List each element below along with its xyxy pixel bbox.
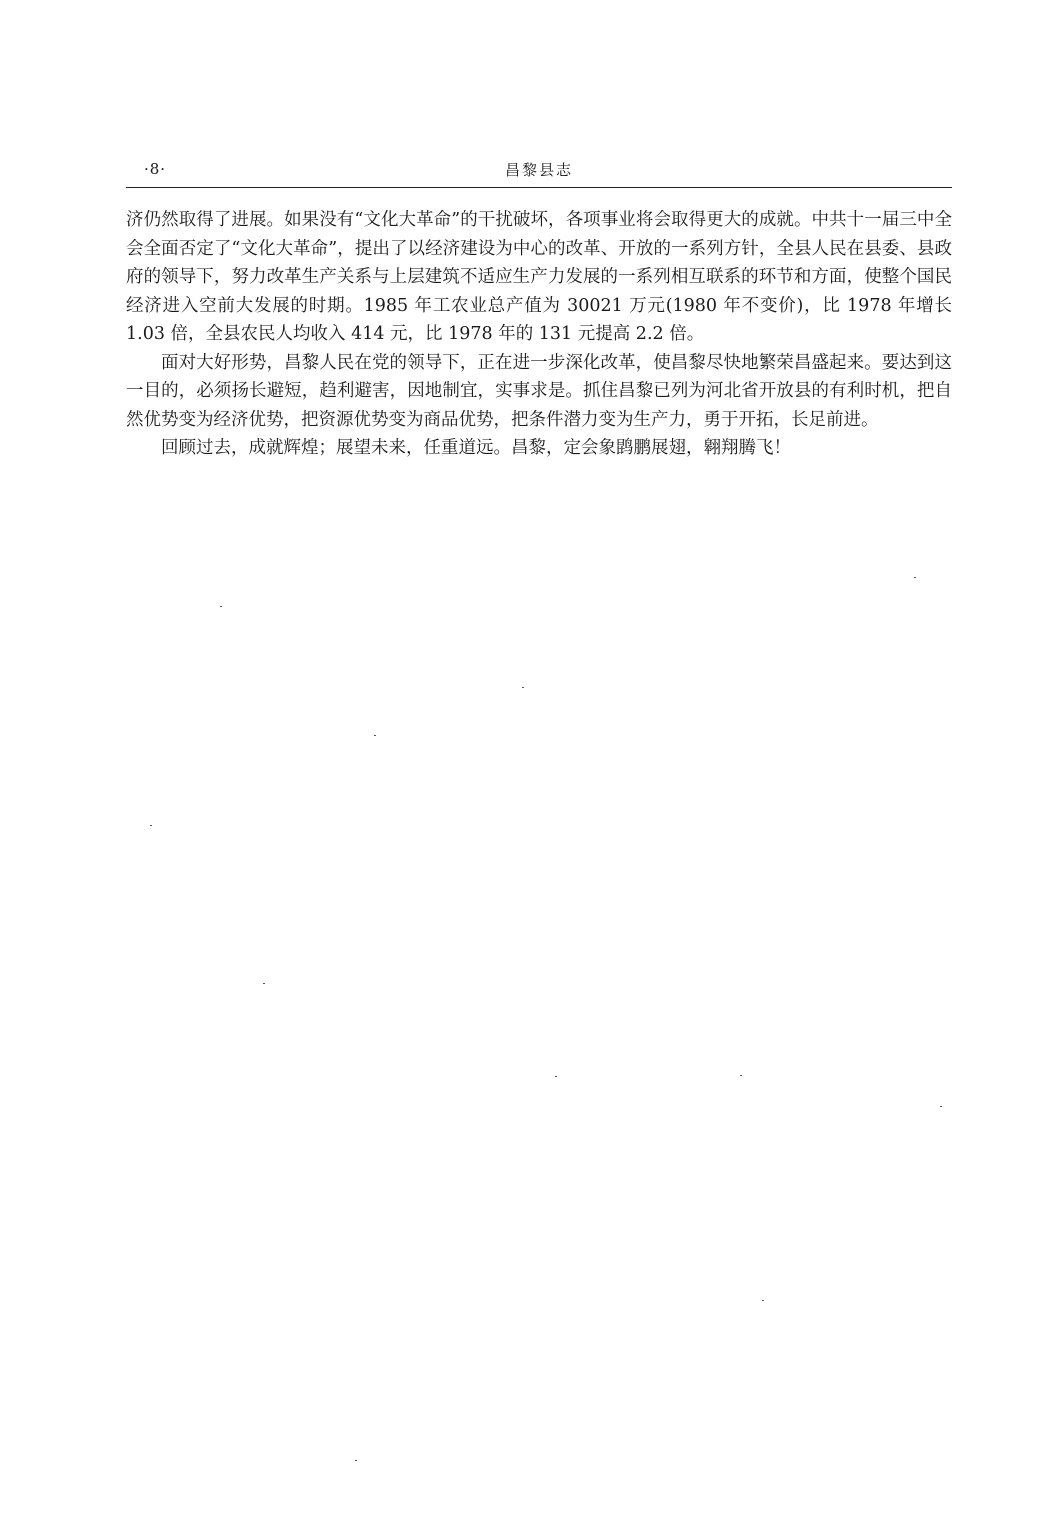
scan-speck	[914, 577, 916, 578]
page-number: ·8·	[144, 160, 167, 178]
scan-speck	[522, 687, 524, 688]
paragraph-continued: 济仍然取得了进展。如果没有“文化大革命”的干扰破坏，各项事业将会取得更大的成就。中共十一届三中全会全面否定了“文化大革命”，提出了以经济建设为中心的改革、开放的一系列方针，全县人民在县委、县政府的领导下，努力改革生产关系与上层建筑不适应生产力发展的一系列相互联系的环节和方面，使整个国民经济进入空前大发展的时期。1985 年工农业总产值为 30021 万元(1980 年不变价)，比 1978 年增长 1.03 倍，全县农民人均收入 414 元，比 1978 年的 131 元提高 2.2 倍。	[126, 210, 952, 344]
header-rule	[126, 187, 952, 188]
scan-speck	[374, 735, 376, 736]
paragraph: 回顾过去，成就辉煌；展望未来，任重道远。昌黎，定会象鹍鹏展翅，翱翔腾飞！	[161, 438, 791, 458]
paragraph: 面对大好形势，昌黎人民在党的领导下，正在进一步深化改革，使昌黎尽快地繁荣昌盛起来。要达到这一目的，必须扬长避短，趋利避害，因地制宜，实事求是。抓住昌黎已列为河北省开放县的有利时机，把自然优势变为经济优势，把资源优势变为商品优势，把条件潜力变为生产力，勇于开拓，长足前进。	[126, 352, 952, 430]
body-text	[126, 206, 952, 463]
scan-speck	[555, 1076, 557, 1077]
scan-speck	[263, 983, 265, 984]
scan-speck	[740, 1075, 742, 1076]
running-title: 昌黎县志	[504, 161, 573, 179]
scan-speck	[220, 606, 222, 607]
scan-speck	[355, 1460, 357, 1461]
scan-speck	[762, 1300, 764, 1301]
scan-speck	[940, 1106, 942, 1107]
page-header	[126, 156, 952, 186]
scan-speck	[150, 825, 152, 826]
